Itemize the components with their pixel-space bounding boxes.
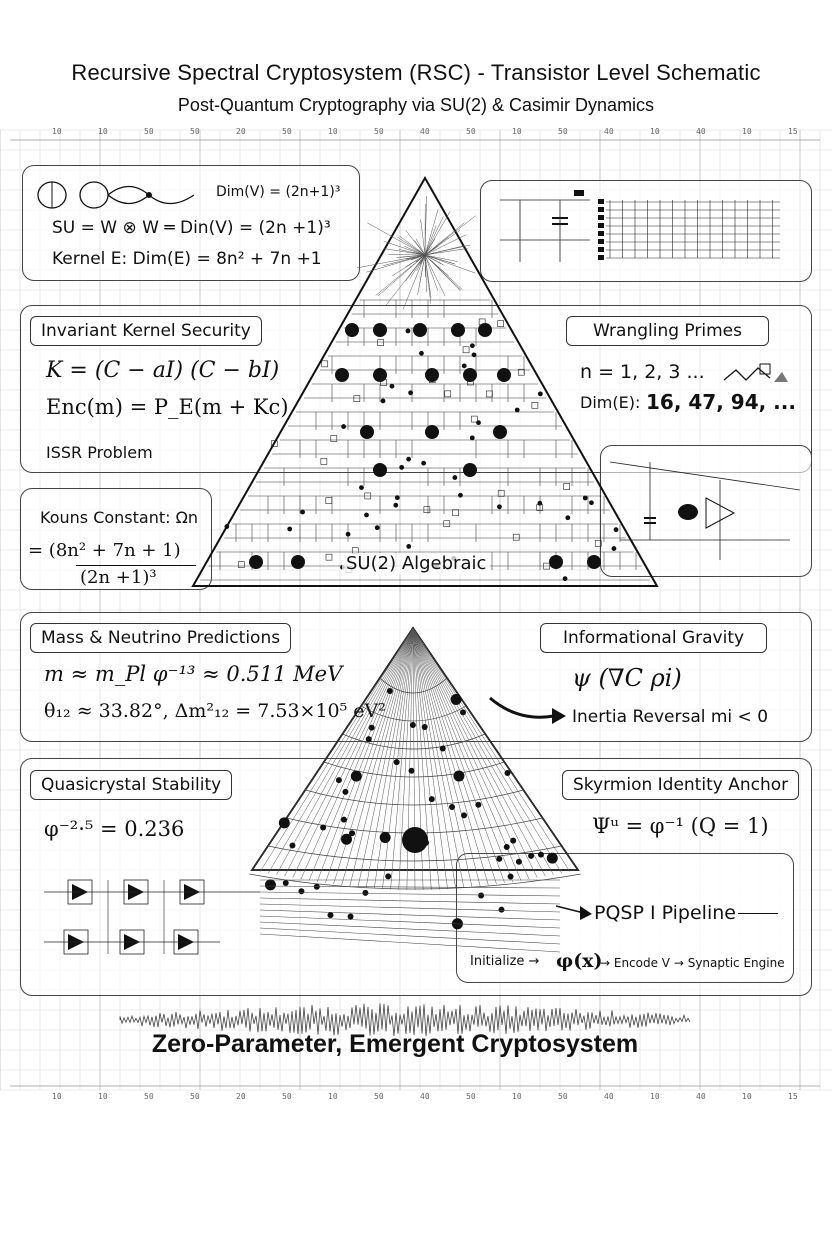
ruler-tick-bottom: 15: [788, 1092, 798, 1101]
issr-problem-text: ISSR Problem: [46, 443, 153, 462]
skyrmion-formula: Ψᵘ = φ⁻¹ (Q = 1): [592, 814, 769, 838]
ruler-tick-top: 50: [144, 127, 154, 136]
ruler-tick-top: 40: [696, 127, 706, 136]
mass-neutrino-label: Mass & Neutrino Predictions: [30, 623, 291, 653]
wrangling-primes-label: Wrangling Primes: [566, 316, 769, 346]
ruler-tick-bottom: 10: [98, 1092, 108, 1101]
ruler-tick-bottom: 40: [696, 1092, 706, 1101]
pipeline-step-phi: φ(x): [556, 950, 603, 972]
skyrmion-identity-label: Skyrmion Identity Anchor: [562, 770, 799, 800]
spin-network-icon: [34, 178, 204, 212]
pipeline-step-encode: → Encode V → Synaptic Engine: [600, 956, 785, 970]
informational-gravity-label: Informational Gravity: [540, 623, 767, 653]
pipeline-dash: [738, 913, 778, 914]
ruler-tick-bottom: 10: [512, 1092, 522, 1101]
ruler-tick-bottom: 10: [650, 1092, 660, 1101]
ruler-tick-bottom: 50: [374, 1092, 384, 1101]
ruler-tick-bottom: 10: [52, 1092, 62, 1101]
su-formula: SU = W ⊗ W ═ Din(V) = (2n +1)³: [52, 218, 331, 238]
ruler-tick-top: 40: [604, 127, 614, 136]
curved-arrow-icon: [488, 694, 568, 730]
dim-v-formula: Dim(V) = (2n+1)³: [216, 184, 341, 200]
page-title: Recursive Spectral Cryptosystem (RSC) - Transistor Level Schematic: [71, 60, 761, 85]
prime-wave-icon: [722, 362, 792, 388]
ruler-tick-bottom: 10: [742, 1092, 752, 1101]
kouns-denominator: (2n +1)³: [80, 567, 157, 588]
crossbar-grid-icon: [596, 196, 786, 266]
ruler-tick-top: 15: [788, 127, 798, 136]
ruler-tick-bottom: 50: [558, 1092, 568, 1101]
quasicrystal-stability-label: Quasicrystal Stability: [30, 770, 232, 800]
inertia-reversal-text: Inertia Reversal mi < 0: [572, 707, 769, 727]
ruler-tick-top: 10: [52, 127, 62, 136]
kouns-constant-label: Kouns Constant: Ωn: [40, 508, 198, 527]
ruler-tick-top: 10: [742, 127, 752, 136]
dim-e-label: Dim(E):: [580, 393, 641, 412]
invariant-kernel-label: Invariant Kernel Security: [30, 316, 262, 346]
enc-formula: Enc(m) = P_E(m + Kc): [46, 395, 289, 419]
ruler-tick-bottom: 50: [144, 1092, 154, 1101]
ruler-tick-bottom: 40: [604, 1092, 614, 1101]
psi-gradient-formula: ψ (∇C ρi): [572, 664, 682, 692]
theta-formula: θ₁₂ ≈ 33.82°, Δm²₁₂ = 7.53×10⁵ eV²: [44, 700, 386, 722]
ruler-tick-top: 10: [98, 127, 108, 136]
ruler-tick-top: 10: [650, 127, 660, 136]
ruler-tick-bottom: 50: [466, 1092, 476, 1101]
ruler-tick-top: 50: [558, 127, 568, 136]
footer-title: Zero-Parameter, Emergent Cryptosystem: [151, 1030, 639, 1058]
ruler-tick-top: 50: [282, 127, 292, 136]
ruler-tick-top: 40: [420, 127, 430, 136]
dim-e-values: 16, 47, 94, ...: [646, 390, 796, 414]
ruler-tick-top: 50: [374, 127, 384, 136]
ruler-tick-top: 10: [512, 127, 522, 136]
ruler-tick-bottom: 20: [236, 1092, 246, 1101]
ruler-tick-top: 20: [236, 127, 246, 136]
pqsp-pipeline-label: PQSP I Pipeline: [594, 902, 736, 924]
pipeline-step-initialize: Initialize →: [470, 954, 540, 969]
kernel-k-formula: K = (C − aI) (C − bI): [46, 358, 280, 383]
ruler-tick-bottom: 40: [420, 1092, 430, 1101]
pipeline-arrow-icon: [556, 902, 596, 924]
ruler-tick-top: 50: [466, 127, 476, 136]
fraction-bar: [76, 565, 196, 566]
kouns-numerator: = (8n² + 7n + 1): [28, 540, 181, 561]
ruler-tick-top: 10: [328, 127, 338, 136]
page-subtitle: Post-Quantum Cryptography via SU(2) & Casimir Dynamics: [177, 95, 655, 115]
kernel-formula: Kernel E: Dim(E) = 8n² + 7n +1: [52, 249, 322, 269]
mass-formula: m ≈ m_Pl φ⁻¹³ ≈ 0.511 MeV: [44, 662, 343, 686]
su2-algebraic-label: SU(2) Algebraic: [342, 553, 490, 574]
n-values-text: n = 1, 2, 3 ...: [580, 361, 705, 383]
quasicrystal-formula: φ⁻²·⁵ = 0.236: [44, 817, 185, 841]
ruler-tick-bottom: 50: [282, 1092, 292, 1101]
ruler-tick-top: 50: [190, 127, 200, 136]
ruler-tick-bottom: 10: [328, 1092, 338, 1101]
ruler-tick-bottom: 50: [190, 1092, 200, 1101]
